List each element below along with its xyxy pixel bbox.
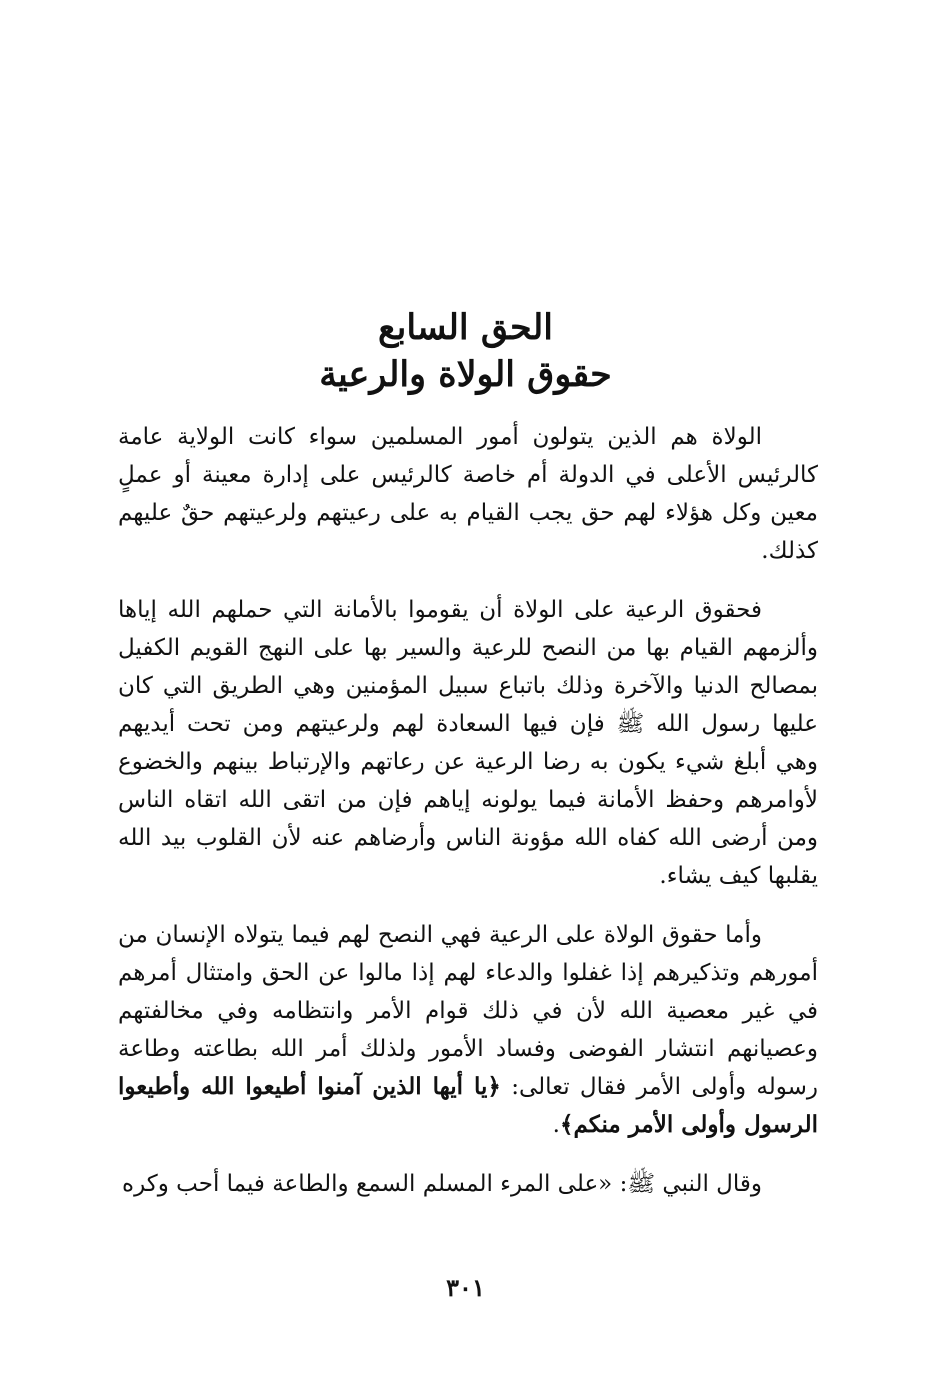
chapter-subheading: حقوق الولاة والرعية bbox=[319, 354, 612, 395]
paragraph-4: وقال النبي ﷺ: «على المرء المسلم السمع والطاعة فيما أحب وكره bbox=[122, 1171, 762, 1197]
paragraph-1: الولاة هم الذين يتولون أمور المسلمين سواء كانت الولاية عامة كالرئيس الأعلى في الدولة أم خاصة كالرئيس على إدارة معينة أو عملٍ معين وكل هؤلاء لهم حق يجب القيام به على رعيتهم ولرعيتهم حقٌ عليهم كذلك. bbox=[118, 424, 818, 564]
paragraph-3 bbox=[118, 916, 818, 1144]
paragraph-2: فحقوق الرعية على الولاة أن يقوموا بالأمانة التي حملهم الله إياها وألزمهم القيام بها من النصح للرعية والسير بها على النهج القويم الكفيل بمصالح الدنيا والآخرة وذلك باتباع سبيل المؤمنين وهي الطريق التي كان عليها رسول الله ﷺ فإن فيها السعادة لهم ولرعيتهم ومن تحت أيديهم وهي أبلغ شيء يكون به رضا الرعية عن رعاتهم والإرتباط بينهم والخضوع لأوامرهم وحفظ الأمانة فيما يولونه إياهم فإن من اتقى الله اتقاه الناس ومن أرضى الله كفاه الله مؤونة الناس وأرضاهم عنه لأن القلوب بيد الله يقلبها كيف يشاء. bbox=[118, 597, 818, 889]
quran-quote: ﴿يا أيها الذين آمنوا أطيعوا الله وأطيعوا الرسول وأولى الأمر منكم﴾ bbox=[118, 1073, 818, 1138]
body-text bbox=[118, 418, 818, 1203]
paragraph-3-text: وأما حقوق الولاة على الرعية فهي النصح لهم فيما يتولاه الإنسان من أمورهم وتذكيرهم إذا غفلوا والدعاء لهم إذا مالوا عن الحق وامتثال أمرهم في غير معصية الله لأن في ذلك قوام الأمر وانتظامه وفي مخالفتهم وعصيانهم انتشار الفوضى وفساد الأمور ولذلك أمر الله بطاعته وطاعة رسوله وأولى الأمر فقال تعالى: bbox=[118, 922, 819, 1100]
chapter-heading: الحق السابع bbox=[378, 307, 553, 348]
paragraph-3-end: . bbox=[552, 1112, 560, 1138]
page-number: ٣٠١ bbox=[446, 1273, 485, 1302]
